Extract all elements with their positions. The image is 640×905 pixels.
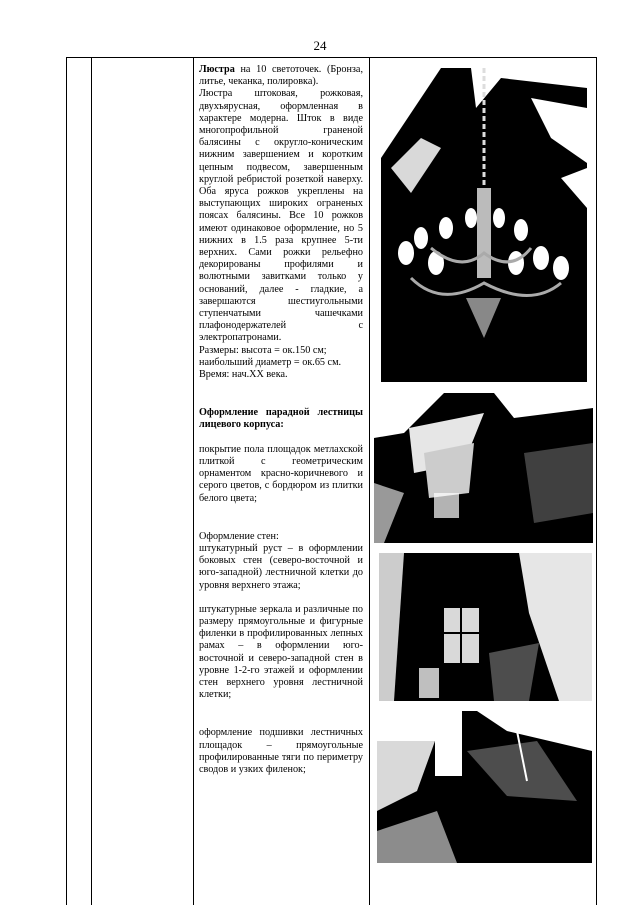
walls-mirrors-text: штукатурные зеркала и различные по размеру прямоугольные и фигурные филенки в профилированных лепных рамах – в оформлении юго-восточной и северо-западной стен в уровне 1-2-го этажей и оформлении стен верхнего уровня лестничной клетки; bbox=[199, 603, 363, 701]
table-top-border bbox=[66, 57, 596, 58]
table-left-border bbox=[66, 57, 67, 905]
table-column-divider bbox=[369, 57, 370, 905]
table-column-divider bbox=[91, 57, 92, 905]
staircase-floor-photo bbox=[374, 393, 593, 543]
chandelier-title: Люстра bbox=[199, 64, 235, 75]
chandelier-title-rest: на 10 светоточек. (Бронза, литье, чеканка, полировка). bbox=[199, 64, 363, 88]
staircase-walls-photo bbox=[379, 553, 592, 701]
table-column-divider bbox=[193, 57, 194, 905]
walls-title: Оформление стен: bbox=[199, 530, 279, 542]
staircase-landings-photo bbox=[377, 711, 592, 863]
chandelier-size-diameter: наибольший диаметр = ок.65 см. bbox=[199, 356, 342, 368]
chandelier-time: Время: нач.XX века. bbox=[199, 369, 288, 381]
chandelier-size-height: Размеры: высота = ок.150 см; bbox=[199, 344, 327, 356]
floor-text: покрытие пола площадок метлахской плиткой с геометрическим орнаментом красно-коричневого и серого цветов, с бордюром из плитки белого цвета; bbox=[199, 443, 363, 504]
landings-text: оформление подшивки лестничных площадок – прямоугольные профилированные тяги по периметру сводов и узких филенок; bbox=[199, 727, 363, 775]
page-number: 24 bbox=[313, 38, 327, 53]
chandelier-text: Люстра штоковая, рожковая, двухъярусная, оформленная в характере модерна. Шток в виде многопрофильной граненой балясины с округло-коническим нижним завершением и коротким цепным подвесом, завершенным круглой ребристой розеткой наверху. Оба яруса рожков укреплены на выступающих широких ограненых поясах балясины. Все 10 рожков имеют одинаковое оформление, но 5 нижних в 1.5 раза крупнее 5-ти верхних. Сами рожки рельефно декорированы профилями и волютными завитками только у оснований, далее - гладкие, а завершаются шестиугольными ступенчатыми чашечками плафонодержателей с электропатронами. bbox=[199, 88, 363, 344]
description-column bbox=[199, 64, 363, 776]
staircase-title: Оформление парадной лестницы лицевого корпуса: bbox=[199, 407, 363, 431]
chandelier-photo bbox=[381, 68, 587, 382]
table-right-border bbox=[596, 57, 597, 905]
walls-rust-text: штукатурный руст – в оформлении боковых стен (северо-восточной и юго-западной) лестничной клетки до уровня верхнего этажа; bbox=[199, 542, 363, 591]
chandelier-heading bbox=[199, 64, 363, 88]
